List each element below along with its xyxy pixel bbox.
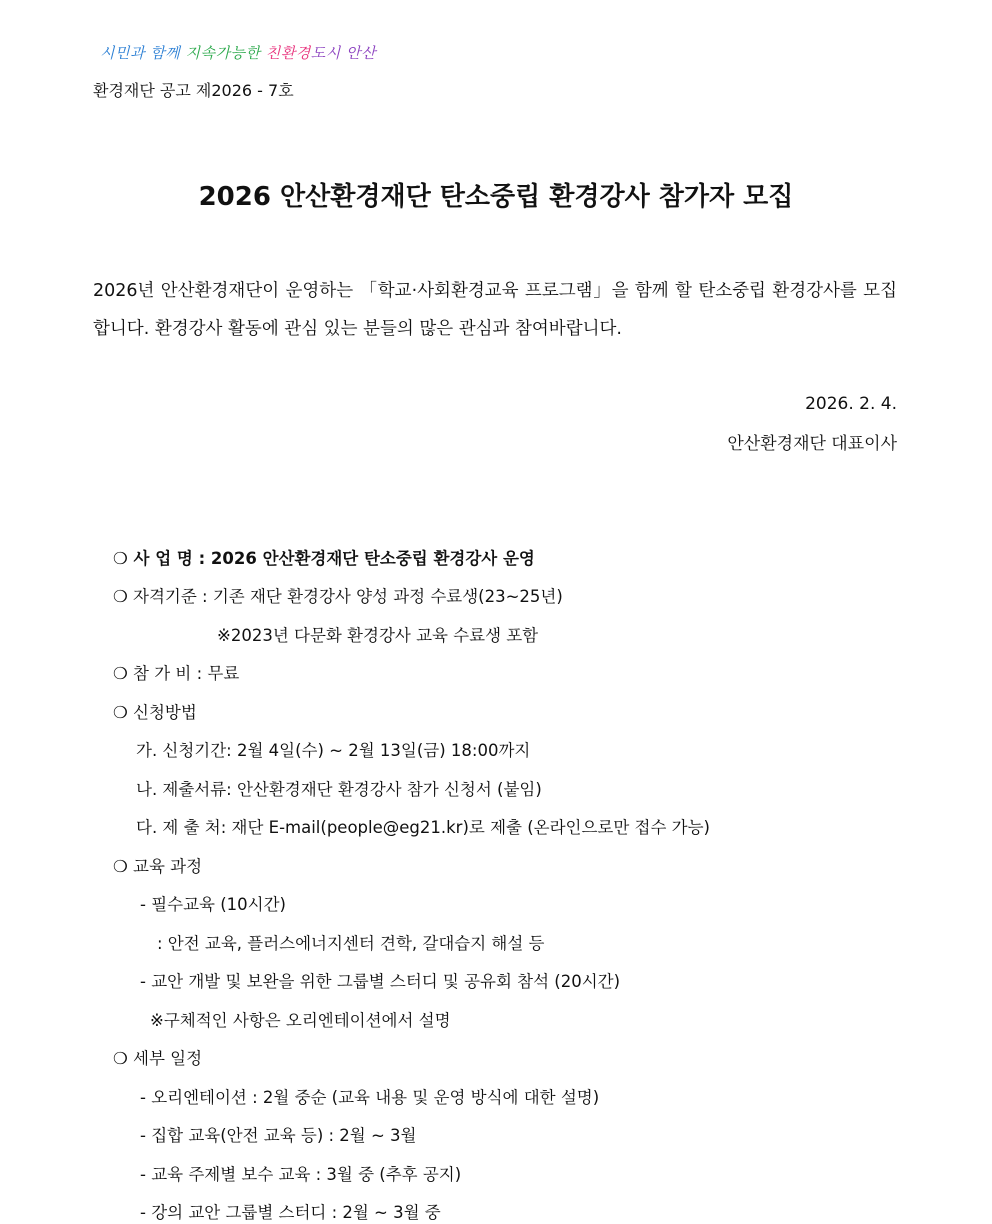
curriculum-note: ※구체적인 사항은 오리엔테이션에서 설명 — [150, 1011, 451, 1030]
schedule-group-training: - 집합 교육(안전 교육 등) : 2월 ~ 3월 — [140, 1126, 417, 1145]
logo-text-3: 친환경 — [265, 44, 311, 62]
announcement-date: 2026. 2. 4. — [805, 394, 897, 414]
curriculum-required: - 필수교육 (10시간) — [140, 895, 286, 914]
curriculum-study: - 교안 개발 및 보완을 위한 그룹별 스터디 및 공유회 참석 (20시간) — [140, 972, 621, 991]
logo-text-1: 시민과 함께 — [100, 44, 181, 62]
section-curriculum: ❍ 교육 과정 — [113, 857, 203, 876]
section-qualification: ❍ 자격기준 : 기존 재단 환경강사 양성 과정 수료생(23~25년) — [113, 587, 563, 606]
schedule-orientation: - 오리엔테이션 : 2월 중순 (교육 내용 및 운영 방식에 대한 설명) — [140, 1088, 600, 1107]
application-documents: 나. 제출서류: 안산환경재단 환경강사 참가 신청서 (붙임) — [136, 780, 542, 799]
section-schedule: ❍ 세부 일정 — [113, 1049, 203, 1068]
schedule-refresher: - 교육 주제별 보수 교육 : 3월 중 (추후 공지) — [140, 1165, 462, 1184]
foundation-logo — [100, 42, 376, 63]
qualification-note: ※2023년 다문화 환경강사 교육 수료생 포함 — [217, 626, 539, 645]
intro-paragraph: 2026년 안산환경재단이 운영하는 「학교·사회환경교육 프로그램」을 함께 할 탄소중립 환경강사를 모집합니다. 환경강사 활동에 관심 있는 분들의 많은 관심과 참여바랍니다. — [93, 281, 897, 339]
curriculum-required-detail: : 안전 교육, 플러스에너지센터 견학, 갈대습지 해설 등 — [157, 934, 545, 953]
section-application: ❍ 신청방법 — [113, 703, 197, 722]
notice-number: 환경재단 공고 제2026 - 7호 — [93, 81, 294, 100]
application-period: 가. 신청기간: 2월 4일(수) ~ 2월 13일(금) 18:00까지 — [136, 741, 531, 760]
section-project-name: ❍ 사 업 명 : 2026 안산환경재단 탄소중립 환경강사 운영 — [113, 549, 535, 568]
section-fee: ❍ 참 가 비 : 무료 — [113, 664, 240, 683]
logo-text-4: 도시 안산 — [310, 44, 376, 62]
page-title: 2026 안산환경재단 탄소중립 환경강사 참가자 모집 — [198, 182, 794, 212]
application-destination: 다. 제 출 처: 재단 E-mail(people@eg21.kr)로 제출 (온라인으로만 접수 가능) — [136, 818, 710, 837]
schedule-study: - 강의 교안 그룹별 스터디 : 2월 ~ 3월 중 — [140, 1203, 441, 1222]
issuer-name: 안산환경재단 대표이사 — [727, 434, 897, 454]
logo-text-2: 지속가능한 — [180, 44, 266, 62]
